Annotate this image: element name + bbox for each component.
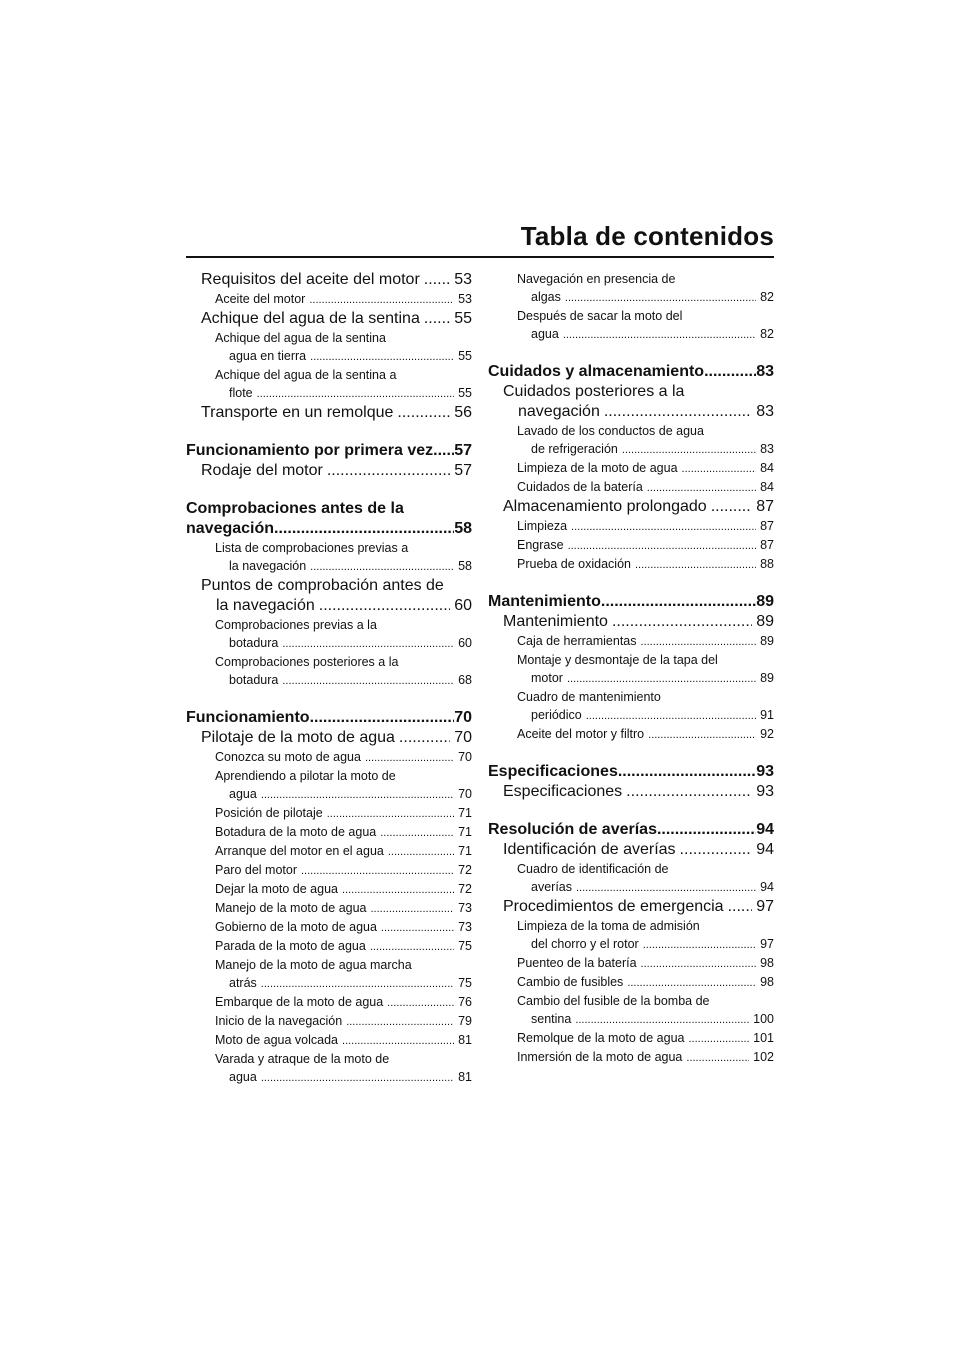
toc-entry[interactable] [186,708,472,728]
toc-page-number: 102 [753,1050,774,1064]
dot-leader [433,441,454,461]
toc-entry-text: navegación [518,403,600,420]
dot-leader [626,782,752,802]
toc-entry[interactable] [186,441,472,461]
toc-entry-text: agua en tierra [229,349,307,363]
toc-entry-text: Pilotaje de la moto de agua [201,729,395,746]
toc-entry[interactable] [186,1012,472,1031]
toc-page-number: 89 [756,593,774,610]
dot-leader [301,862,454,880]
dot-leader [688,1030,749,1048]
toc-entry[interactable] [186,653,472,690]
toc-entry[interactable] [186,823,472,842]
dot-leader [612,612,752,632]
toc-entry-text: Puenteo de la batería [517,956,637,970]
toc-page-number: 68 [458,673,472,687]
toc-page-number: 87 [760,538,774,552]
toc-entry-text: Aceite del motor y filtro [517,727,645,741]
toc-page-number: 72 [458,863,472,877]
toc-entry[interactable] [186,993,472,1012]
toc-entry-text: Varada y atraque de la moto de [215,1052,390,1066]
dot-leader [641,955,757,973]
toc-page-number: 60 [458,636,472,650]
page-title: Tabla de contenidos [520,221,774,251]
toc-entry-text: Conozca su moto de agua [215,750,361,764]
toc-page-number: 53 [458,292,472,306]
toc-entry-text: Cuadro de identificación de [517,862,669,876]
dot-leader [342,881,454,899]
dot-leader [380,824,454,842]
toc-entry[interactable] [488,651,774,688]
toc-entry[interactable] [186,270,472,290]
toc-entry-text: motor [531,671,563,685]
toc-entry[interactable] [186,767,472,804]
dot-leader [635,556,756,574]
dot-leader [257,385,454,403]
toc-entry-text: Aprendiendo a pilotar la moto de [215,769,396,783]
dot-leader [648,726,756,744]
toc-page-number: 55 [454,310,472,327]
toc-entry[interactable] [488,632,774,651]
toc-entry-text: Posición de pilotaje [215,806,323,820]
toc-column-left [186,270,472,1087]
toc-entry-text: Montaje y desmontaje de la tapa del [517,653,718,667]
toc-entry-text: Funcionamiento por primera vez [186,442,434,459]
toc-page-number: 93 [756,763,774,780]
toc-page-number: 72 [458,882,472,896]
toc-page-number: 100 [753,1012,774,1026]
toc-entry[interactable] [186,804,472,823]
toc-entry[interactable] [488,478,774,497]
toc-entry[interactable] [186,918,472,937]
toc-entry-text: Limpieza de la toma de admisión [517,919,700,933]
toc-page-number: 88 [760,557,774,571]
toc-entry-text: Requisitos del aceite del motor [201,271,420,288]
toc-page-number: 75 [458,976,472,990]
toc-entry[interactable] [488,270,774,307]
dot-leader [657,820,756,840]
toc-entry-text: Paro del motor [215,863,297,877]
toc-entry-text: atrás [229,976,257,990]
toc-entry-text: Especificaciones [503,783,623,800]
toc-entry-text: del chorro y el rotor [531,937,639,951]
toc-entry-text: Comprobaciones posteriores a la [215,655,399,669]
dot-leader [388,843,454,861]
toc-entry[interactable] [186,366,472,403]
toc-entry-text: Achique del agua de la sentina [215,331,386,345]
toc-page-number: 70 [454,729,472,746]
toc-page-number: 101 [753,1031,774,1045]
toc-entry[interactable] [186,956,472,993]
toc-entry[interactable] [186,937,472,956]
dot-leader [319,596,450,616]
toc-entry[interactable] [186,403,472,423]
toc-page-number: 87 [760,519,774,533]
toc-page-number: 84 [760,480,774,494]
toc-page-number: 53 [454,271,472,288]
toc-entry-text: Después de sacar la moto del [517,309,683,323]
dot-leader [342,1032,454,1050]
toc-entry-text: Navegación en presencia de [517,272,676,286]
toc-page-number: 70 [458,750,472,764]
toc-page-number: 93 [756,783,774,800]
toc-entry[interactable] [186,1031,472,1050]
toc-entry-text: Achique del agua de la sentina [201,310,420,327]
toc-entry-text: botadura [229,636,279,650]
toc-entry[interactable] [488,917,774,954]
toc-page-number: 91 [760,708,774,722]
toc-entry[interactable] [488,782,774,802]
dot-leader [643,936,756,954]
toc-page-number: 89 [760,634,774,648]
toc-page-number: 58 [454,520,472,537]
toc-entry[interactable] [488,762,774,782]
toc-entry-text: Funcionamiento [186,709,310,726]
toc-page-number: 70 [454,709,472,726]
toc-page-number: 94 [760,880,774,894]
toc-entry-text: Moto de agua volcada [215,1033,339,1047]
dot-leader [371,900,455,918]
toc-entry-text: Comprobaciones previas a la [215,618,377,632]
dot-leader [576,879,756,897]
toc-page-number: 83 [756,403,774,420]
toc-entry[interactable] [186,616,472,653]
dot-leader [568,537,757,555]
toc-entry[interactable] [186,309,472,329]
dot-leader [586,707,756,725]
toc-entry-text: algas [531,290,561,304]
toc-page-number: 83 [760,442,774,456]
toc-entry[interactable] [186,499,472,539]
toc-entry-text: la navegación [216,597,315,614]
dot-leader [711,497,753,517]
toc-page-number: 94 [756,841,774,858]
dot-leader [310,348,454,366]
dot-leader [627,974,756,992]
toc-entry-text: Arranque del motor en el agua [215,844,384,858]
toc-entry[interactable] [488,382,774,422]
toc-entry-text: agua [531,327,559,341]
toc-entry[interactable] [488,517,774,536]
toc-entry-text: averías [531,880,572,894]
toc-page-number: 82 [760,327,774,341]
toc-entry-text: botadura [229,673,279,687]
dot-leader [397,403,450,423]
toc-entry-text: Remolque de la moto de agua [517,1031,685,1045]
toc-column-right [488,270,774,1067]
toc-page-number: 75 [458,939,472,953]
dot-leader [680,840,753,860]
dot-leader [261,1069,454,1087]
toc-entry-text: Botadura de la moto de agua [215,825,377,839]
toc-entry-text: Limpieza [517,519,568,533]
toc-page-number: 94 [756,821,774,838]
toc-entry-text: Lavado de los conductos de agua [517,424,704,438]
dot-leader [370,938,454,956]
toc-entry-text: Limpieza de la moto de agua [517,461,678,475]
toc-entry[interactable] [488,555,774,574]
toc-page-number: 92 [760,727,774,741]
toc-entry[interactable] [488,897,774,917]
toc-entry[interactable] [488,860,774,897]
dot-leader [310,558,454,576]
toc-entry-text: Cambio de fusibles [517,975,624,989]
toc-entry[interactable] [186,576,472,616]
toc-entry-text: Gobierno de la moto de agua [215,920,377,934]
toc-entry-text: Inicio de la navegación [215,1014,343,1028]
toc-entry[interactable] [186,1050,472,1087]
toc-entry[interactable] [186,290,472,309]
toc-entry[interactable] [488,820,774,840]
dot-leader [571,518,756,536]
toc-entry-text: Puntos de comprobación antes de [201,577,444,594]
toc-entry[interactable] [186,461,472,481]
toc-entry[interactable] [488,422,774,459]
dot-leader [575,1011,749,1029]
toc-entry-text: Mantenimiento [488,593,601,610]
toc-entry[interactable] [186,899,472,918]
toc-page-number: 71 [458,825,472,839]
toc-entry-text: agua [229,1070,257,1084]
toc-page-number: 82 [760,290,774,304]
dot-leader [346,1013,454,1031]
toc-entry-text: Cuidados de la batería [517,480,643,494]
toc-entry-text: periódico [531,708,582,722]
toc-entry[interactable] [488,954,774,973]
toc-page-number: 83 [756,363,774,380]
toc-entry[interactable] [488,1048,774,1067]
toc-entry-text: flote [229,386,253,400]
toc-page-number: 70 [458,787,472,801]
toc-entry-text: Lista de comprobaciones previas a [215,541,409,555]
dot-leader [282,672,454,690]
toc-entry-text: Especificaciones [488,763,618,780]
toc-page-number: 79 [458,1014,472,1028]
toc-entry-text: Rodaje del motor [201,462,323,479]
dot-leader [565,289,756,307]
toc-entry[interactable] [488,612,774,632]
dot-leader [424,309,450,329]
toc-entry-text: navegación [186,520,275,537]
toc-entry[interactable] [488,497,774,517]
toc-entry-text: Caja de herramientas [517,634,637,648]
toc-entry-text: Engrase [517,538,564,552]
toc-page-number: 81 [458,1070,472,1084]
dot-leader [327,805,454,823]
dot-leader [563,326,756,344]
dot-leader [282,635,454,653]
toc-entry-text: Identificación de averías [503,841,676,858]
toc-entry-text: Mantenimiento [503,613,608,630]
toc-page-number: 97 [756,898,774,915]
toc-entry-text: Achique del agua de la sentina a [215,368,397,382]
toc-page-number: 89 [756,613,774,630]
toc-page-number: 57 [454,442,472,459]
toc-entry-text: Almacenamiento prolongado [503,498,707,515]
toc-entry-text: Aceite del motor [215,292,306,306]
dot-leader [641,633,757,651]
toc-entry[interactable] [488,840,774,860]
toc-page-number: 71 [458,806,472,820]
toc-page-number: 73 [458,901,472,915]
toc-page-number: 98 [760,975,774,989]
dot-leader [399,728,450,748]
toc-entry[interactable] [186,880,472,899]
toc-entry[interactable] [488,307,774,344]
toc-entry[interactable] [488,459,774,478]
dot-leader [261,975,454,993]
dot-leader [261,786,454,804]
dot-leader [387,994,454,1012]
toc-entry[interactable] [488,536,774,555]
toc-page-number: 76 [458,995,472,1009]
toc-entry[interactable] [488,725,774,744]
toc-entry-text: de refrigeración [531,442,618,456]
toc-entry-text: Cuadro de mantenimiento [517,690,661,704]
toc-entry-text: Resolución de averías [488,821,657,838]
toc-page-number: 73 [458,920,472,934]
toc-entry[interactable] [488,688,774,725]
toc-page-number: 98 [760,956,774,970]
dot-leader [309,291,454,309]
dot-leader [682,460,757,478]
page-header [186,222,774,258]
dot-leader [601,592,756,612]
dot-leader [622,441,756,459]
toc-entry-text: Parada de la moto de agua [215,939,366,953]
dot-leader [310,708,455,728]
toc-entry-text: Procedimientos de emergencia [503,898,724,915]
toc-entry[interactable] [488,362,774,382]
dot-leader [647,479,756,497]
toc-page-number: 57 [454,462,472,479]
toc-page-number: 84 [760,461,774,475]
toc-entry-text: agua [229,787,257,801]
dot-leader [327,461,450,481]
dot-leader [424,270,450,290]
toc-entry[interactable] [186,329,472,366]
dot-leader [604,402,752,422]
toc-entry-text: Comprobaciones antes de la [186,500,404,517]
toc-entry[interactable] [488,973,774,992]
dot-leader [728,897,753,917]
toc-entry-text: Dejar la moto de agua [215,882,338,896]
dot-leader [686,1049,749,1067]
toc-page-number: 58 [458,559,472,573]
toc-entry[interactable] [186,861,472,880]
toc-entry[interactable] [488,992,774,1029]
toc-entry[interactable] [186,842,472,861]
toc-entry-text: sentina [531,1012,572,1026]
toc-page-number: 87 [756,498,774,515]
toc-entry-text: Cambio del fusible de la bomba de [517,994,710,1008]
toc-entry-text: Cuidados posteriores a la [503,383,685,400]
toc-entry-text: la navegación [229,559,307,573]
dot-leader [274,519,454,539]
toc-entry-text: Manejo de la moto de agua marcha [215,958,412,972]
toc-page-number: 97 [760,937,774,951]
dot-leader [381,919,454,937]
toc-entry-text: Cuidados y almacenamiento [488,363,705,380]
toc-entry-text: Inmersión de la moto de agua [517,1050,683,1064]
toc-page-number: 56 [454,404,472,421]
toc-page-number: 71 [458,844,472,858]
toc-entry-text: Embarque de la moto de agua [215,995,384,1009]
toc-entry[interactable] [186,728,472,748]
toc-page-number: 55 [458,386,472,400]
toc-entry-text: Manejo de la moto de agua [215,901,367,915]
dot-leader [618,762,756,782]
toc-entry-text: Transporte en un remolque [201,404,394,421]
dot-leader [365,749,454,767]
toc-entry[interactable] [186,748,472,767]
dot-leader [567,670,756,688]
toc-entry[interactable] [186,539,472,576]
toc-page-number: 55 [458,349,472,363]
toc-entry[interactable] [488,592,774,612]
toc-entry[interactable] [488,1029,774,1048]
toc-page-number: 81 [458,1033,472,1047]
dot-leader [704,362,756,382]
toc-entry-text: Prueba de oxidación [517,557,631,571]
toc-page-number: 60 [454,597,472,614]
toc-page-number: 89 [760,671,774,685]
